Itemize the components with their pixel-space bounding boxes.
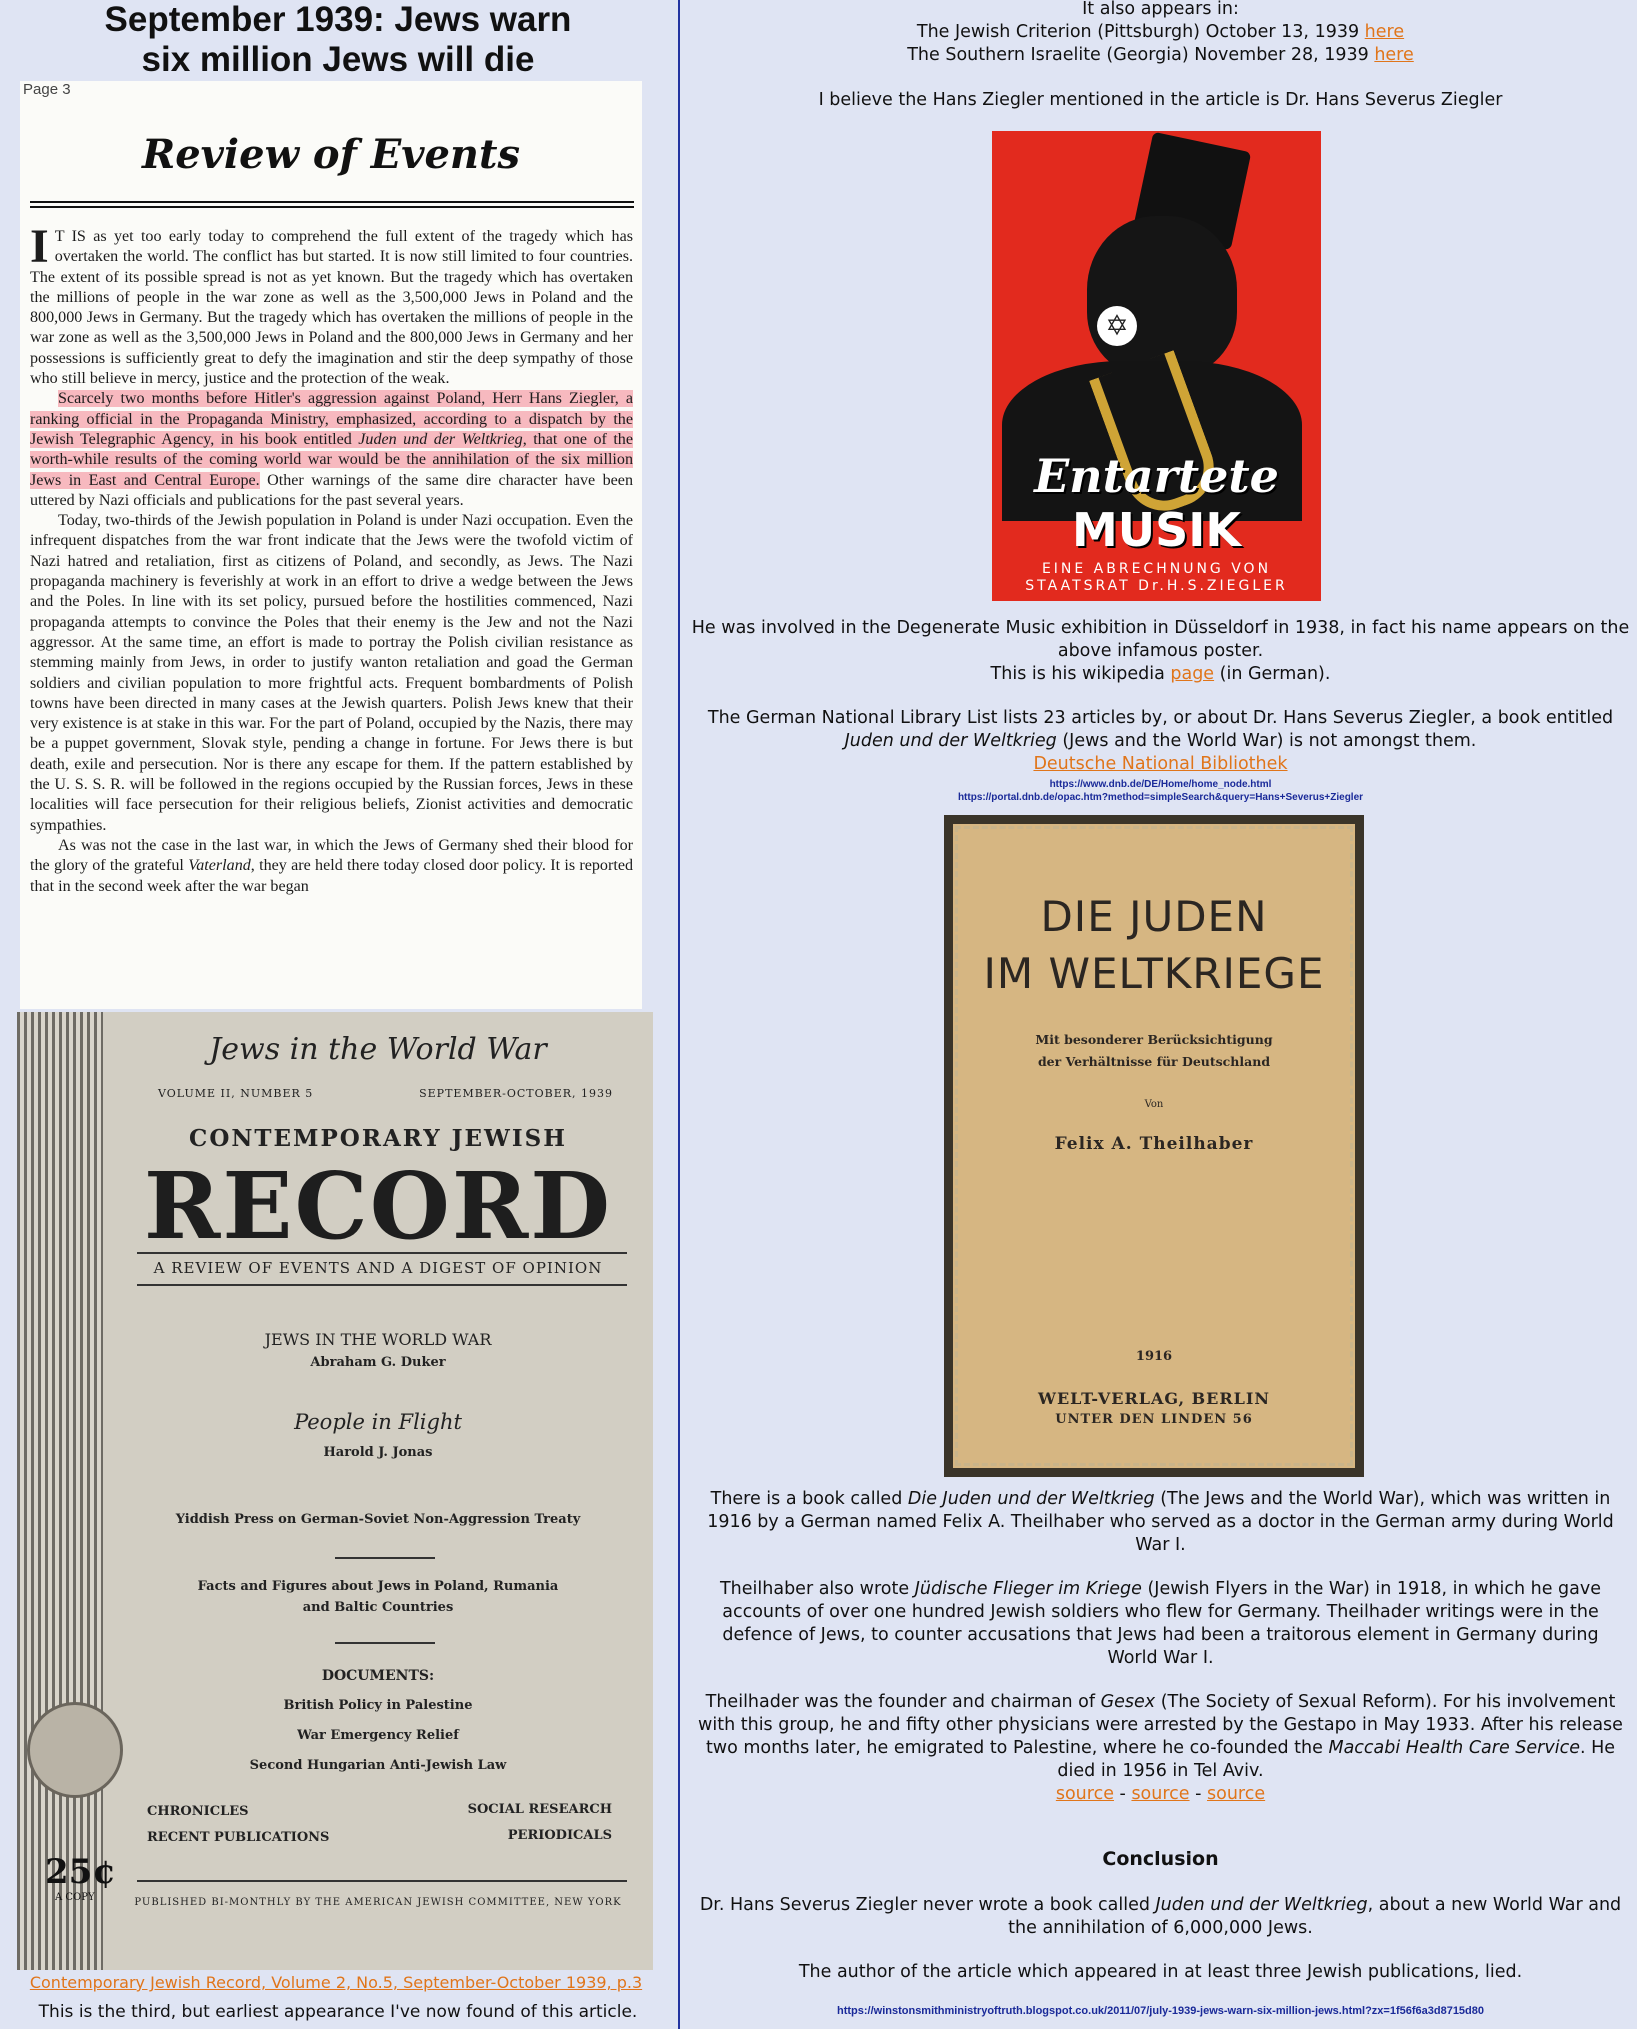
scan-rule-top	[30, 201, 634, 203]
cover-title: RECORD	[143, 1152, 613, 1260]
magazine-source-link[interactable]	[6, 1973, 666, 1992]
cover-documents-label: DOCUMENTS:	[321, 1668, 435, 1684]
appearance-1-here-link[interactable]: here	[1364, 22, 1405, 42]
cover-periodicals: PERIODICALS	[507, 1828, 612, 1843]
page-title	[0, 0, 676, 80]
conclusion-heading: Conclusion	[1102, 1848, 1219, 1870]
gesex-line-3: two months later, he emigrated to Palestine, where he co-founded the Maccabi Health Care Service. He	[705, 1738, 1616, 1758]
book-von: Von	[1144, 1099, 1164, 1110]
left-note: This is the third, but earliest appearance I've now found of this article.	[38, 2002, 638, 2022]
poster-sub-2: STAATSRAT Dr.H.S.ZIEGLER	[1025, 578, 1288, 594]
appearance-1: The Jewish Criterion (Pittsburgh) October 13, 1939 here	[916, 22, 1405, 42]
book-publisher-1: WELT-VERLAG, BERLIN	[1037, 1389, 1271, 1408]
cover-separator-1	[335, 1557, 435, 1559]
gesex-line-2: with this group, he and fifty other physicians were arrested by the Gestapo in May 1933. After his release	[698, 1715, 1623, 1735]
wikipedia-page-link[interactable]: page	[1170, 664, 1215, 684]
cover-subtitle: A REVIEW OF EVENTS AND A DIGEST OF OPINION	[153, 1259, 603, 1277]
involved-line-2: above infamous poster.	[1057, 641, 1264, 661]
book-para-line-1: There is a book called Die Juden und der Weltkrieg (The Jews and the World War), which was written in	[710, 1489, 1611, 1509]
magazine-cover-image	[17, 1012, 653, 1970]
scan-paragraph-1: I T IS as yet too early today to comprehend the full extent of the tragedy which has overtaken the world. The conflict has but started. It is now still limited to four countries. The extent of its possible spread is not as yet known. But the tragedy which has overtaken the millions of people in the war zone as well as the 3,500,000 Jews in Poland and the 800,000 Jews in Germany. But the tragedy which has overtaken the millions of people in the war zone as well as the 3,500,000 Jews in Poland and the 800,000 Jews in Germany and her possessions is sufficiently great to defy the imagination and stir the deep sympathy of those who still believe in mercy, justice and the protection of the weak.	[30, 220, 633, 388]
bottom-url[interactable]: https://winstonsmithministryoftruth.blogspot.co.uk/2011/07/july-1939-jews-warn-six-million-jews.html?zx=1f56f6a3d8715d80	[836, 2005, 1485, 2017]
book-publisher-2: UNTER DEN LINDEN 56	[1055, 1412, 1253, 1427]
gesex-line-4: died in 1956 in Tel Aviv.	[1057, 1761, 1264, 1781]
cover-item2-title: People in Flight	[294, 1410, 462, 1434]
cover-item3: Yiddish Press on German-Soviet Non-Aggression Treaty	[175, 1512, 581, 1527]
book-title-2: IM WELTKRIEGE	[983, 949, 1325, 998]
scan-heading: Review of Events	[141, 131, 520, 178]
conclusion-line-1: Dr. Hans Severus Ziegler never wrote a book called Juden und der Weltkrieg, about a new World War and	[699, 1895, 1622, 1915]
cover-series: Jews in the World War	[209, 1032, 547, 1067]
book-para-line-2: 1916 by a German named Felix A. Theilhaber who served as a doctor in the German army during World	[707, 1512, 1614, 1532]
column-divider	[678, 0, 680, 2029]
right-column	[684, 0, 1637, 2029]
dnb-url-2[interactable]: https://portal.dnb.de/opac.htm?method=simpleSearch&query=Hans+Severus+Ziegler	[957, 792, 1364, 803]
source-link-2[interactable]: source	[1131, 1784, 1190, 1804]
cover-separator-2	[335, 1642, 435, 1644]
cover-doc1: British Policy in Palestine	[283, 1698, 473, 1713]
conclusion-line-2: the annihilation of 6,000,000 Jews.	[1008, 1918, 1313, 1938]
poster-title-2: MUSIK	[1071, 503, 1242, 557]
book-cover-image	[944, 815, 1364, 1477]
cover-item2-author: Harold J. Jonas	[323, 1445, 433, 1460]
dnb-link[interactable]: Deutsche National Bibliothek	[1033, 754, 1288, 774]
page-title-line-2: six million Jews will die	[141, 40, 535, 79]
cover-social: SOCIAL RESEARCH	[467, 1802, 612, 1817]
flyers-line-4: World War I.	[1107, 1648, 1214, 1668]
poster-title-1: Entartete	[1034, 449, 1279, 503]
believe-text: I believe the Hans Ziegler mentioned in the article is Dr. Hans Severus Ziegler	[818, 90, 1503, 110]
book-title-1: DIE JUDEN	[1040, 892, 1268, 941]
scan-paragraph-2: Scarcely two months before Hitler's aggression against Poland, Herr Hans Ziegler, a ranking official in the Propaganda Ministry, emphasized, according to a dispatch by the Jewish Telegraphic Agency, in his book entitled Juden und der Weltkrieg, that one of the worth-while results of the coming world war would be the annihilation of the six million Jews in East and Central Europe. Other warnings of the same dire character have been uttered by Nazi officials and publications for the past several years.	[30, 390, 633, 509]
flyers-line-3: defence of Jews, to counter accusations that Jews had been a traitorous element in Germany during	[722, 1625, 1599, 1645]
cover-item4-line2: and Baltic Countries	[302, 1600, 454, 1615]
book-subtitle-1: Mit besonderer Berücksichtigung	[1035, 1032, 1273, 1047]
cover-spine	[17, 1012, 103, 1970]
cover-seal-emblem	[27, 1702, 123, 1798]
appearance-2-here-link[interactable]: here	[1374, 45, 1414, 65]
involved-line-1: He was involved in the Degenerate Music exhibition in Düsseldorf in 1938, in fact his name appears on the	[691, 618, 1630, 638]
wikipedia-line: This is his wikipedia page (in German).	[990, 664, 1331, 684]
cover-price-note: A COPY	[55, 1892, 95, 1903]
poster-figure-head	[1087, 216, 1237, 376]
cover-chronicles: CHRONICLES	[147, 1804, 249, 1819]
cover-rule-2	[137, 1284, 627, 1286]
cover-publisher-line: CONTEMPORARY JEWISH	[189, 1125, 567, 1152]
source-link-3[interactable]: source	[1207, 1784, 1266, 1804]
entartete-musik-poster-image	[992, 131, 1321, 601]
dnb-url-1[interactable]: https://www.dnb.de/DE/Home/home_node.html	[1049, 779, 1272, 790]
cover-date: SEPTEMBER-OCTOBER, 1939	[419, 1087, 613, 1100]
cover-doc2: War Emergency Relief	[297, 1728, 459, 1743]
cover-item1-title: JEWS IN THE WORLD WAR	[264, 1330, 492, 1349]
dnb-link-line	[684, 753, 1637, 776]
scan-paragraph-3: Today, two-thirds of the Jewish population in Poland is under Nazi occupation. Even the infrequent dispatches from the war front indicate that the Jews were the twofold victim of Nazi hatred and retaliation, first as citizens of Poland, and secondly, as Jews. The Nazi propaganda machinery is feverishly at work in an effort to drive a wedge between the Jews and the Poles. In line with its set policy, pursued before the hostilities commenced, Nazi propaganda attempts to convince the Poles that their enemy is the Jew and not the Nazi aggressor. At the same time, an effort is made to portray the Polish civilian resistance as stemming mainly from Jews, in order to justify wanton retaliation and goad the German soldiers and civilian population to more frightful acts. Frequent bombardments of Polish towns have been directed in many cases at the Jewish quarters. Polish Jews knew that their very existence is at stake in this war. For the part of Poland, occupied by the Nazis, there may be a puppet government, Slovak style, pending a change in fortune. For Jews there is but death, exile and persecution. Nor is there any escape for them. If the pattern established by the U. S. S. R. will be followed in the regions occupied by the Russian forces, Jews in these localities will face persecution for their religious beliefs, Zionist activities and democratic sympathies.	[30, 512, 633, 834]
sources-line: source - source - source	[1055, 1784, 1266, 1804]
flyers-line-2: accounts of over one hundred Jewish soldiers who flew for Germany. Theilhader writings were in the	[722, 1602, 1599, 1622]
appearance-2: The Southern Israelite (Georgia) November 28, 1939 here	[907, 45, 1414, 65]
also-appears-heading: It also appears in:	[1082, 0, 1239, 19]
library-line-1: The German National Library List lists 23 articles by, or about Dr. Hans Severus Ziegler, a book entitled	[707, 708, 1614, 728]
book-subtitle-2: der Verhältnisse für Deutschland	[1037, 1054, 1271, 1069]
cover-doc3: Second Hungarian Anti-Jewish Law	[249, 1758, 507, 1773]
cover-rule-3	[137, 1880, 627, 1882]
cover-price: 25¢	[45, 1852, 116, 1892]
cover-rule-1	[137, 1252, 627, 1254]
book-para-line-3: War I.	[1135, 1535, 1186, 1555]
scan-body	[30, 220, 634, 897]
cover-published-line: PUBLISHED BI-MONTHLY BY THE AMERICAN JEWISH COMMITTEE, NEW YORK	[134, 1897, 622, 1908]
cover-recent: RECENT PUBLICATIONS	[147, 1830, 330, 1845]
scan-drop-cap: I	[30, 220, 49, 273]
scan-highlight: Scarcely two months before Hitler's aggression against Poland, Herr Hans Ziegler, a ranking official in the Propaganda Ministry, emphasized, according to a dispatch by the Jewish Telegraphic Agency, in his book entitled Juden und der Weltkrieg, that one of the worth-while results of the coming world war would be the annihilation of the six million Jews in East and Central Europe.	[30, 390, 633, 489]
scan-rule-bottom	[30, 206, 634, 208]
flyers-line-1: Theilhaber also wrote Jüdische Flieger im Kriege (Jewish Flyers in the War) in 1918, in which he gave	[719, 1579, 1602, 1599]
conclusion-line-3: The author of the article which appeared in at least three Jewish publications, lied.	[798, 1962, 1523, 1982]
left-column	[0, 0, 676, 2029]
poster-sub-1: EINE ABRECHNUNG VON	[1041, 561, 1272, 577]
cover-volume: VOLUME II, NUMBER 5	[158, 1087, 314, 1100]
book-year: 1916	[1135, 1349, 1173, 1364]
article-scan-image	[20, 81, 642, 1009]
scan-paragraph-4: As was not the case in the last war, in which the Jews of Germany shed their blood for the glory of the grateful Vaterland, they are held there today closed door policy. It is reported that in the second week after the war began	[30, 836, 634, 895]
cover-item4-line1: Facts and Figures about Jews in Poland, Rumania	[197, 1579, 559, 1594]
page-title-line-1: September 1939: Jews warn	[104, 0, 572, 39]
cover-item1-author: Abraham G. Duker	[310, 1355, 446, 1370]
gesex-line-1: Theilhader was the founder and chairman of Gesex (The Society of Sexual Reform). For his involvement	[705, 1692, 1616, 1712]
scan-page-label: Page 3	[23, 81, 71, 98]
star-of-david-icon: ✡	[1097, 306, 1137, 346]
magazine-source-link-text[interactable]: Contemporary Jewish Record, Volume 2, No.5, September-October 1939, p.3	[29, 1973, 643, 1992]
book-author: Felix A. Theilhaber	[1054, 1134, 1254, 1154]
library-line-2: Juden und der Weltkrieg (Jews and the World War) is not amongst them.	[844, 731, 1477, 751]
source-link-1[interactable]: source	[1055, 1784, 1114, 1804]
